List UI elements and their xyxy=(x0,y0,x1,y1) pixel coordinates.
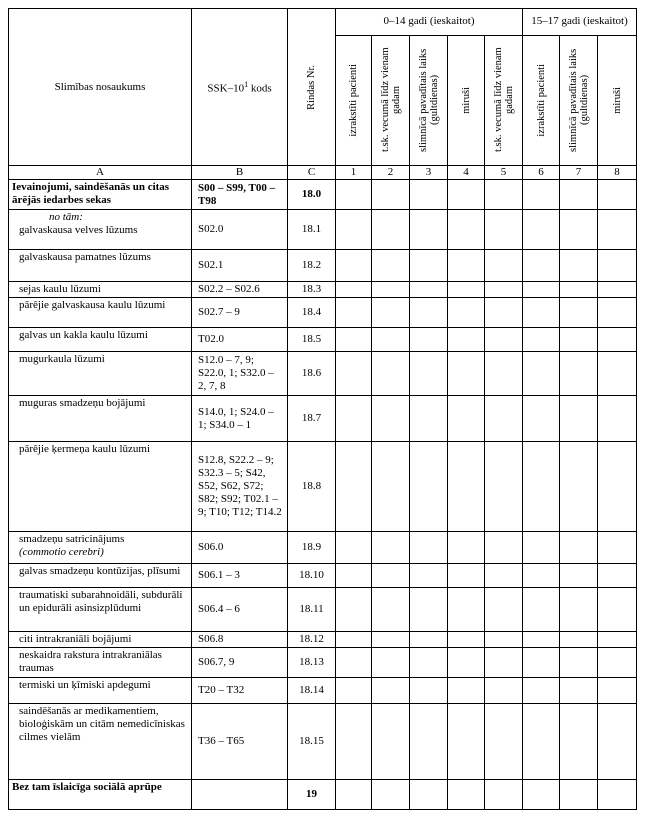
row-number-cell: 18.8 xyxy=(288,442,336,532)
table-row xyxy=(9,396,637,442)
value-cell[interactable] xyxy=(485,396,523,442)
value-cell[interactable] xyxy=(485,442,523,532)
value-cell[interactable] xyxy=(560,250,598,282)
column-index: B xyxy=(192,166,288,180)
value-cell[interactable] xyxy=(410,250,448,282)
value-cell[interactable] xyxy=(410,328,448,352)
table-row xyxy=(9,298,637,328)
column-index: 2 xyxy=(372,166,410,180)
disease-name-cell: saindēšanās ar medikamentiem, bioloģiskām un citām nemedicīniskas cilmes vielām xyxy=(9,704,192,780)
disease-name-cell: galvas un kakla kaulu lūzumi xyxy=(9,328,192,352)
value-cell[interactable] xyxy=(410,282,448,298)
value-cell[interactable] xyxy=(448,282,485,298)
value-cell[interactable] xyxy=(372,442,410,532)
value-cell[interactable] xyxy=(336,442,372,532)
value-cell[interactable] xyxy=(372,250,410,282)
row-number-cell: 19 xyxy=(288,780,336,810)
value-cell[interactable] xyxy=(336,564,372,588)
value-cell[interactable] xyxy=(448,396,485,442)
disease-name-cell: termiski un ķīmiski apdegumi xyxy=(9,678,192,704)
row-number-cell: 18.11 xyxy=(288,588,336,632)
disease-name-cell: smadzeņu satricinājums (commotio cerebri) xyxy=(9,532,192,564)
group-header-0-14: 0–14 gadi (ieskaitot) xyxy=(336,9,523,36)
value-cell[interactable] xyxy=(598,648,637,678)
value-cell[interactable] xyxy=(448,632,485,648)
value-cell[interactable] xyxy=(560,352,598,396)
code-cell: S12.8, S22.2 – 9; S32.3 – 5; S42, S52, S62, S72; S82; S92; T02.1 – 9; T10; T12; T14.2 xyxy=(192,442,288,532)
value-cell[interactable] xyxy=(598,564,637,588)
row-number-cell: 18.6 xyxy=(288,352,336,396)
table-row xyxy=(9,780,637,810)
value-cell[interactable] xyxy=(372,282,410,298)
value-cell[interactable] xyxy=(372,298,410,328)
value-cell[interactable] xyxy=(336,250,372,282)
value-cell[interactable] xyxy=(598,396,637,442)
disease-name-cell: mugurkaula lūzumi xyxy=(9,352,192,396)
value-cell[interactable] xyxy=(485,648,523,678)
disease-name-cell: pārējie ķermeņa kaulu lūzumi xyxy=(9,442,192,532)
value-cell[interactable] xyxy=(410,588,448,632)
row-number-cell: 18.15 xyxy=(288,704,336,780)
value-cell[interactable] xyxy=(560,282,598,298)
value-cell[interactable] xyxy=(336,678,372,704)
value-cell[interactable] xyxy=(410,298,448,328)
col-header-code: SSK–$10^1$ kods xyxy=(192,9,288,166)
value-cell[interactable] xyxy=(485,678,523,704)
value-cell[interactable] xyxy=(485,352,523,396)
row-number-cell: 18.2 xyxy=(288,250,336,282)
hospital-report-table xyxy=(8,8,637,810)
value-cell[interactable] xyxy=(336,532,372,564)
value-cell[interactable] xyxy=(336,352,372,396)
value-cell[interactable] xyxy=(560,678,598,704)
code-cell: S02.0 xyxy=(192,210,288,250)
value-cell[interactable] xyxy=(336,648,372,678)
value-cell[interactable] xyxy=(336,298,372,328)
value-cell[interactable] xyxy=(523,442,560,532)
value-cell[interactable] xyxy=(372,648,410,678)
value-cell[interactable] xyxy=(448,442,485,532)
value-cell[interactable] xyxy=(560,210,598,250)
value-cell[interactable] xyxy=(560,298,598,328)
code-cell: S14.0, 1; S24.0 – 1; S34.0 – 1 xyxy=(192,396,288,442)
value-cell[interactable] xyxy=(485,564,523,588)
row-number-cell: 18.7 xyxy=(288,396,336,442)
value-cell[interactable] xyxy=(372,632,410,648)
value-cell[interactable] xyxy=(560,564,598,588)
value-cell[interactable] xyxy=(560,328,598,352)
value-cell[interactable] xyxy=(598,298,637,328)
value-cell[interactable] xyxy=(448,564,485,588)
value-cell[interactable] xyxy=(448,298,485,328)
value-cell[interactable] xyxy=(448,250,485,282)
value-cell[interactable] xyxy=(448,532,485,564)
group-header-15-17: 15–17 gadi (ieskaitot) xyxy=(523,9,637,36)
value-cell[interactable] xyxy=(336,704,372,780)
value-cell[interactable] xyxy=(598,704,637,780)
value-cell[interactable] xyxy=(372,328,410,352)
table-row xyxy=(9,632,637,648)
value-cell[interactable] xyxy=(598,678,637,704)
disease-name-cell: sejas kaulu lūzumi xyxy=(9,282,192,298)
code-cell: T36 – T65 xyxy=(192,704,288,780)
value-cell[interactable] xyxy=(410,632,448,648)
col-header-disease-name: Slimības nosaukums xyxy=(9,9,192,166)
value-cell[interactable] xyxy=(523,352,560,396)
table-row xyxy=(9,442,637,532)
value-cell[interactable] xyxy=(410,678,448,704)
row-number-cell: 18.10 xyxy=(288,564,336,588)
value-cell[interactable] xyxy=(336,282,372,298)
value-cell[interactable] xyxy=(560,442,598,532)
row-number-cell: 18.1 xyxy=(288,210,336,250)
value-cell[interactable] xyxy=(598,780,637,810)
value-cell[interactable] xyxy=(372,396,410,442)
column-index: 4 xyxy=(448,166,485,180)
disease-name-cell: Bez tam īslaicīga sociālā aprūpe xyxy=(9,780,192,810)
value-cell[interactable] xyxy=(485,180,523,210)
table-row xyxy=(9,180,637,210)
value-cell[interactable] xyxy=(336,328,372,352)
value-cell[interactable] xyxy=(523,180,560,210)
value-cell[interactable] xyxy=(485,780,523,810)
row-number-cell: 18.5 xyxy=(288,328,336,352)
table-row xyxy=(9,564,637,588)
table-row xyxy=(9,328,637,352)
value-cell[interactable] xyxy=(410,210,448,250)
value-cell[interactable] xyxy=(485,250,523,282)
value-cell[interactable] xyxy=(598,442,637,532)
table-row xyxy=(9,352,637,396)
row-number-cell: 18.13 xyxy=(288,648,336,678)
value-cell[interactable] xyxy=(372,532,410,564)
code-cell: S06.1 – 3 xyxy=(192,564,288,588)
col-subheader: slimnīcā pavadītais laiks (gultdienas) xyxy=(560,35,598,166)
value-cell[interactable] xyxy=(485,210,523,250)
value-cell[interactable] xyxy=(336,210,372,250)
value-cell[interactable] xyxy=(523,328,560,352)
value-cell[interactable] xyxy=(372,588,410,632)
table-row xyxy=(9,210,637,250)
column-index: A xyxy=(9,166,192,180)
col-subheader: miruši xyxy=(448,35,485,166)
column-index: 8 xyxy=(598,166,637,180)
table-row xyxy=(9,648,637,678)
row-number-cell: 18.9 xyxy=(288,532,336,564)
value-cell[interactable] xyxy=(336,588,372,632)
col-subheader: t.sk. vecumā līdz vienam gadam xyxy=(485,35,523,166)
value-cell[interactable] xyxy=(372,704,410,780)
disease-name-cell: traumatiski subarahnoidāli, subdurāli un epidurāli asinsizplūdumi xyxy=(9,588,192,632)
disease-name-cell: neskaidra rakstura intrakraniālas traumas xyxy=(9,648,192,678)
value-cell[interactable] xyxy=(560,648,598,678)
value-cell[interactable] xyxy=(598,250,637,282)
code-cell: S06.0 xyxy=(192,532,288,564)
col-header-row-nr: Rindas Nr. xyxy=(288,9,336,166)
col-subheader: izrakstīti pacienti xyxy=(523,35,560,166)
value-cell[interactable] xyxy=(523,396,560,442)
value-cell[interactable] xyxy=(372,780,410,810)
code-cell: S02.2 – S02.6 xyxy=(192,282,288,298)
value-cell[interactable] xyxy=(598,180,637,210)
value-cell[interactable] xyxy=(410,704,448,780)
value-cell[interactable] xyxy=(560,396,598,442)
column-index: 3 xyxy=(410,166,448,180)
value-cell[interactable] xyxy=(598,210,637,250)
value-cell[interactable] xyxy=(448,678,485,704)
table-row xyxy=(9,250,637,282)
table-row xyxy=(9,678,637,704)
value-cell[interactable] xyxy=(523,704,560,780)
value-cell[interactable] xyxy=(372,352,410,396)
value-cell[interactable] xyxy=(410,396,448,442)
value-cell[interactable] xyxy=(598,328,637,352)
value-cell[interactable] xyxy=(560,532,598,564)
value-cell[interactable] xyxy=(598,352,637,396)
value-cell[interactable] xyxy=(372,180,410,210)
value-cell[interactable] xyxy=(560,180,598,210)
col-subheader: izrakstīti pacienti xyxy=(336,35,372,166)
code-cell xyxy=(192,780,288,810)
value-cell[interactable] xyxy=(410,180,448,210)
value-cell[interactable] xyxy=(336,632,372,648)
value-cell[interactable] xyxy=(448,328,485,352)
value-cell[interactable] xyxy=(523,588,560,632)
table-row xyxy=(9,282,637,298)
value-cell[interactable] xyxy=(410,532,448,564)
disease-name-cell: muguras smadzeņu bojājumi xyxy=(9,396,192,442)
value-cell[interactable] xyxy=(523,678,560,704)
value-cell[interactable] xyxy=(448,588,485,632)
code-cell: S02.7 – 9 xyxy=(192,298,288,328)
value-cell[interactable] xyxy=(485,704,523,780)
value-cell[interactable] xyxy=(485,298,523,328)
row-number-cell: 18.12 xyxy=(288,632,336,648)
column-index: 1 xyxy=(336,166,372,180)
disease-name-cell: no tām: galvaskausa velves lūzums xyxy=(9,210,192,250)
value-cell[interactable] xyxy=(523,564,560,588)
disease-name-cell: citi intrakraniāli bojājumi xyxy=(9,632,192,648)
value-cell[interactable] xyxy=(523,282,560,298)
column-index: 6 xyxy=(523,166,560,180)
value-cell[interactable] xyxy=(485,588,523,632)
column-index: C xyxy=(288,166,336,180)
code-cell: S06.8 xyxy=(192,632,288,648)
code-cell: T02.0 xyxy=(192,328,288,352)
row-number-cell: 18.14 xyxy=(288,678,336,704)
value-cell[interactable] xyxy=(410,648,448,678)
value-cell[interactable] xyxy=(448,352,485,396)
value-cell[interactable] xyxy=(336,180,372,210)
value-cell[interactable] xyxy=(598,588,637,632)
code-cell: S06.7, 9 xyxy=(192,648,288,678)
value-cell[interactable] xyxy=(598,532,637,564)
code-cell: S06.4 – 6 xyxy=(192,588,288,632)
value-cell[interactable] xyxy=(485,328,523,352)
value-cell[interactable] xyxy=(336,396,372,442)
value-cell[interactable] xyxy=(523,532,560,564)
value-cell[interactable] xyxy=(485,282,523,298)
value-cell[interactable] xyxy=(523,298,560,328)
value-cell[interactable] xyxy=(560,588,598,632)
value-cell[interactable] xyxy=(598,632,637,648)
value-cell[interactable] xyxy=(372,678,410,704)
code-cell: S02.1 xyxy=(192,250,288,282)
value-cell[interactable] xyxy=(410,780,448,810)
column-index: 5 xyxy=(485,166,523,180)
col-subheader: slimnīcā pavadītais laiks (gultdienas) xyxy=(410,35,448,166)
value-cell[interactable] xyxy=(410,442,448,532)
disease-name-cell: Ievainojumi, saindēšanās un citas ārējās iedarbes sekas xyxy=(9,180,192,210)
table-row xyxy=(9,588,637,632)
value-cell[interactable] xyxy=(523,780,560,810)
column-index: 7 xyxy=(560,166,598,180)
value-cell[interactable] xyxy=(560,780,598,810)
table-row xyxy=(9,532,637,564)
value-cell[interactable] xyxy=(410,564,448,588)
value-cell[interactable] xyxy=(372,564,410,588)
value-cell[interactable] xyxy=(448,210,485,250)
value-cell[interactable] xyxy=(448,648,485,678)
value-cell[interactable] xyxy=(560,704,598,780)
value-cell[interactable] xyxy=(523,648,560,678)
code-cell: S00 – S99, T00 – T98 xyxy=(192,180,288,210)
disease-name-cell: pārējie galvaskausa kaulu lūzumi xyxy=(9,298,192,328)
table-row xyxy=(9,704,637,780)
disease-name-cell: galvaskausa pamatnes lūzums xyxy=(9,250,192,282)
value-cell[interactable] xyxy=(523,210,560,250)
code-cell: T20 – T32 xyxy=(192,678,288,704)
code-cell: S12.0 – 7, 9; S22.0, 1; S32.0 – 2, 7, 8 xyxy=(192,352,288,396)
value-cell[interactable] xyxy=(372,210,410,250)
value-cell[interactable] xyxy=(448,704,485,780)
row-number-cell: 18.0 xyxy=(288,180,336,210)
value-cell[interactable] xyxy=(336,780,372,810)
col-subheader: t.sk. vecumā līdz vienam gadam xyxy=(372,35,410,166)
col-subheader: miruši xyxy=(598,35,637,166)
row-number-cell: 18.4 xyxy=(288,298,336,328)
disease-name-cell: galvas smadzeņu kontūzijas, plīsumi xyxy=(9,564,192,588)
value-cell[interactable] xyxy=(448,780,485,810)
value-cell[interactable] xyxy=(485,632,523,648)
value-cell[interactable] xyxy=(485,532,523,564)
value-cell[interactable] xyxy=(560,632,598,648)
value-cell[interactable] xyxy=(410,352,448,396)
value-cell[interactable] xyxy=(523,250,560,282)
value-cell[interactable] xyxy=(598,282,637,298)
value-cell[interactable] xyxy=(523,632,560,648)
value-cell[interactable] xyxy=(448,180,485,210)
row-number-cell: 18.3 xyxy=(288,282,336,298)
